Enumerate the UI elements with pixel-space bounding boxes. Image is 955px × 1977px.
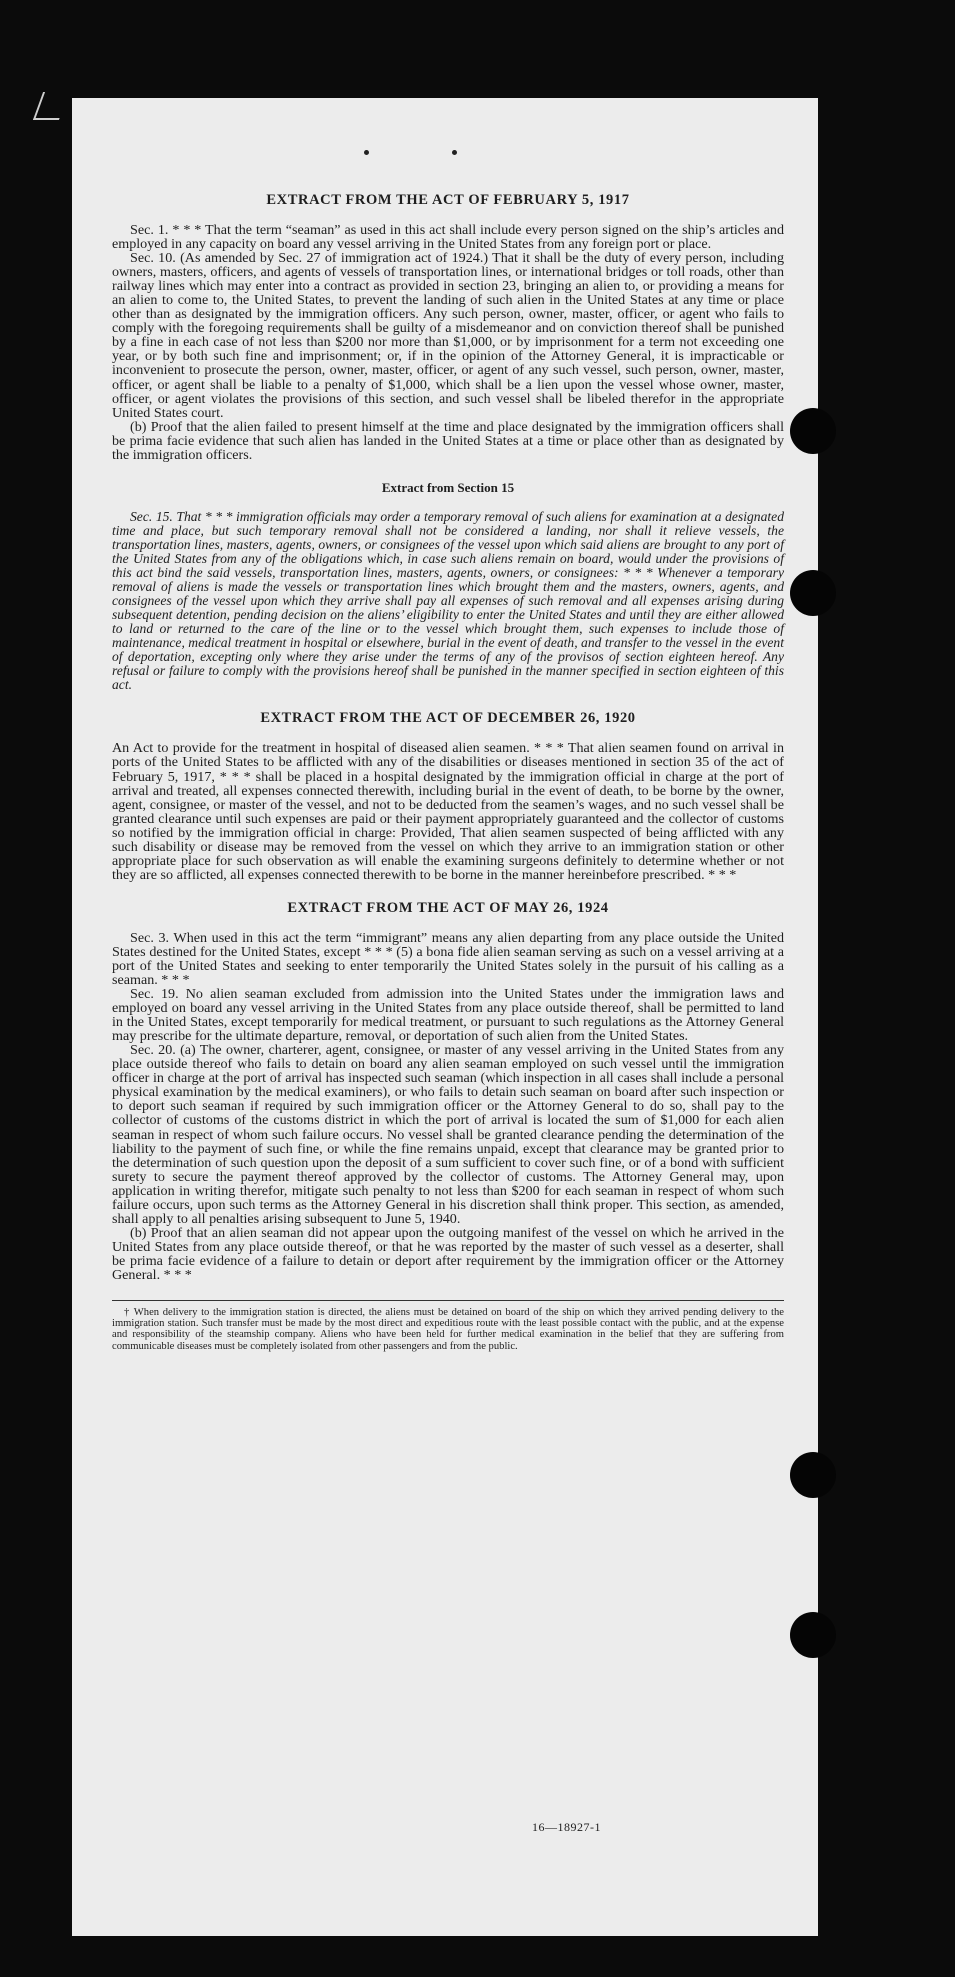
punch-hole [790, 1612, 836, 1658]
section-title: EXTRACT FROM THE ACT OF FEBRUARY 5, 1917 [266, 192, 630, 208]
form-number: 16—18927-1 [532, 1820, 601, 1834]
punch-hole [790, 570, 836, 616]
section-15-extract [112, 480, 784, 693]
paragraph: (b) Proof that the alien failed to present himself at the time and place designated by the immigration officers shall be prima facie evidence that such alien has landed in the United States at a time or place other than as designated by the immigration officers. [112, 418, 784, 463]
section-may-1924 [112, 900, 784, 1282]
scan-edge-mark [33, 92, 69, 120]
paragraph: Sec. 1. * * * That the term “seaman” as used in this act shall include every person signed on the ship’s articles and employed in any capacity on board any vessel arriving in the United States from any foreign port or place. [112, 222, 784, 253]
section-subtitle: Extract from Section 15 [381, 479, 515, 495]
paragraph: Sec. 10. (As amended by Sec. 27 of immigration act of 1924.) That it shall be the duty of every person, including owners, masters, officers, and agents of vessels of transportation lines, or international bridges or toll roads, other than railway lines which may enter into a contract as provided in section 23, bringing an alien to, or providing a means for an alien to come to, the United States, to prevent the landing of such alien in the United States at any time or place other than as designated by the immigration officers. Any such person, owner, master, officer, or agent who fails to comply with the foregoing requirements shall be guilty of a misdemeanor and on conviction thereof shall be punished by a fine in each case of not less than $200 nor more than $1,000, or by imprisonment for a term not exceeding one year, or by both such fine and imprisonment; or, if in the opinion of the Attorney General, it is impracticable or inconvenient to prosecute the person, owner, master, officer, or agent of any such vessel, such person, owner, master, officer, or agent shall be liable to a penalty of $1,000, which shall be a lien upon the vessel whose owner, master, officer, or agent violates the provisions of this section, and such vessel shall be libeled therefor in the appropriate United States court. [112, 250, 784, 421]
punch-hole [790, 1452, 836, 1498]
section-feb-1917 [112, 192, 784, 462]
paragraph: (b) Proof that an alien seaman did not appear upon the outgoing manifest of the vessel on which he arrived in the United States from any place outside thereof, or that he was reported by the master of such vessel as a deserter, shall be prima facie evidence of a failure to detain or deport after requirement by the immigration officer or the Attorney General. * * * [112, 1224, 784, 1283]
punch-hole [790, 408, 836, 454]
paragraph: Sec. 20. (a) The owner, charterer, agent, consignee, or master of any vessel arriving in the United States from any place outside thereof who fails to detain on board any alien seaman employed on such vessel until the immigration officer in charge at the port of arrival has inspected such seaman (which inspection in all cases shall include a personal physical examination by the medical examiners), or who fails to detain such seaman on board after such inspection or to deport such seaman if required by such immigration officer or the Attorney General to do so, shall pay to the collector of customs of the customs district in which the port of arrival is located the sum of $1,000 for each alien seaman in respect of whom such failure occurs. No vessel shall be granted clearance pending the determination of the liability to the payment of such fine, or while the fine remains unpaid, except that clearance may be granted prior to the determination of such question upon the deposit of a sum sufficient to cover such fine, or of a bond with sufficient surety to secure the payment thereof approved by the collector of customs. The Attorney General may, upon application in writing therefor, mitigate such penalty to not less than $200 for each seaman in respect of whom such failure occurs, upon such terms as the Attorney General in his discretion shall think proper. This section, as amended, shall apply to all penalties arising subsequent to June 5, 1940. [112, 1042, 784, 1227]
document-page [72, 98, 818, 1936]
stray-dot [364, 150, 369, 155]
paragraph: Sec. 19. No alien seaman excluded from admission into the United States under the immigration laws and employed on board any vessel arriving in the United States from any place outside thereof, shall be permitted to land in the United States, except temporarily for medical treatment, or pursuant to such regulations as the Attorney General may prescribe for the ultimate departure, removal, or deportation of such alien from the United States. [112, 986, 784, 1045]
stray-dot [452, 150, 457, 155]
section-title: EXTRACT FROM THE ACT OF DECEMBER 26, 1920 [260, 710, 636, 727]
section-dec-1920 [112, 710, 784, 881]
footnote: † When delivery to the immigration station is directed, the aliens must be detained on board of the ship on which they arrived pending delivery to the immigration station. Such transfer must be made by the most direct and expeditious route with the least possible contact with the public, and at the expense and responsibility of the steamship company. Aliens who have been held for further medical examination in the belief that they are suffering from communicable diseases must be completely isolated from other passengers and from the public. [112, 1307, 784, 1352]
paragraph: Sec. 15. That * * * immigration officials may order a temporary removal of such aliens for examination at a designated time and place, but such temporary removal shall not be considered a landing, nor shall it relieve vessels, the transportation lines, masters, agents, owners, or consignees of the vessel upon which said aliens are brought to any port of the United States from any of the obligations which, in case such aliens remain on board, would under the provisions of this act bind the said vessels, transportation lines, masters, agents, owners, or consignees: * * * Whenever a temporary removal of aliens is made the vessels or transportation lines which brought them and the masters, owners, agents, and consignees of the vessel upon which they arrive shall pay all expenses of such removal and all expenses arising during subsequent detention, pending decision on the aliens’ eligibility to enter the United States and until they are either allowed to land or returned to the care of the line or to the vessel which brought them, such expenses to include those of maintenance, medical treatment in hospital or elsewhere, burial in the event of death, and transfer to the vessel in the event of deportation, excepting only where they arise under the terms of any of the provisos of section eighteen hereof. Any refusal or failure to comply with the provisions hereof shall be punished in the manner specified in section eighteen of this act. [112, 508, 784, 693]
paragraph: Sec. 3. When used in this act the term “immigrant” means any alien departing from any place outside the United States destined for the United States, except * * * (5) a bona fide alien seaman serving as such on a vessel arriving at a port of the United States and seeking to enter temporarily the United States solely in the pursuit of his calling as a seaman. * * * [112, 929, 784, 989]
section-title: EXTRACT FROM THE ACT OF MAY 26, 1924 [287, 899, 609, 916]
paragraph: An Act to provide for the treatment in hospital of diseased alien seamen. * * * That alien seamen found on arrival in ports of the United States to be afflicted with any of the disabilities or diseases mentioned in section 35 of the act of February 5, 1917, * * * shall be placed in a hospital designated by the immigration official in charge at the port of arrival and treated, all expenses connected therewith, including burial in the event of death, to be borne by the owner, agent, consignee, or master of the vessel, and not to be deducted from the seamen’s wages, and no such vessel shall be granted clearance until such expenses are paid or their payment appropriately guaranteed and the collector of customs so notified by the immigration official in charge: Provided, That alien seamen suspected of being afflicted with any such disability or disease may be removed from the vessel on which they arrive to an immigration station or other appropriate place for such observation as will enable the examining surgeons definitely to determine whether or not they are so afflicted, all expenses connected therewith to be borne in the manner hereinbefore prescribed. * * * [112, 740, 784, 883]
footnote-rule [112, 1300, 784, 1301]
